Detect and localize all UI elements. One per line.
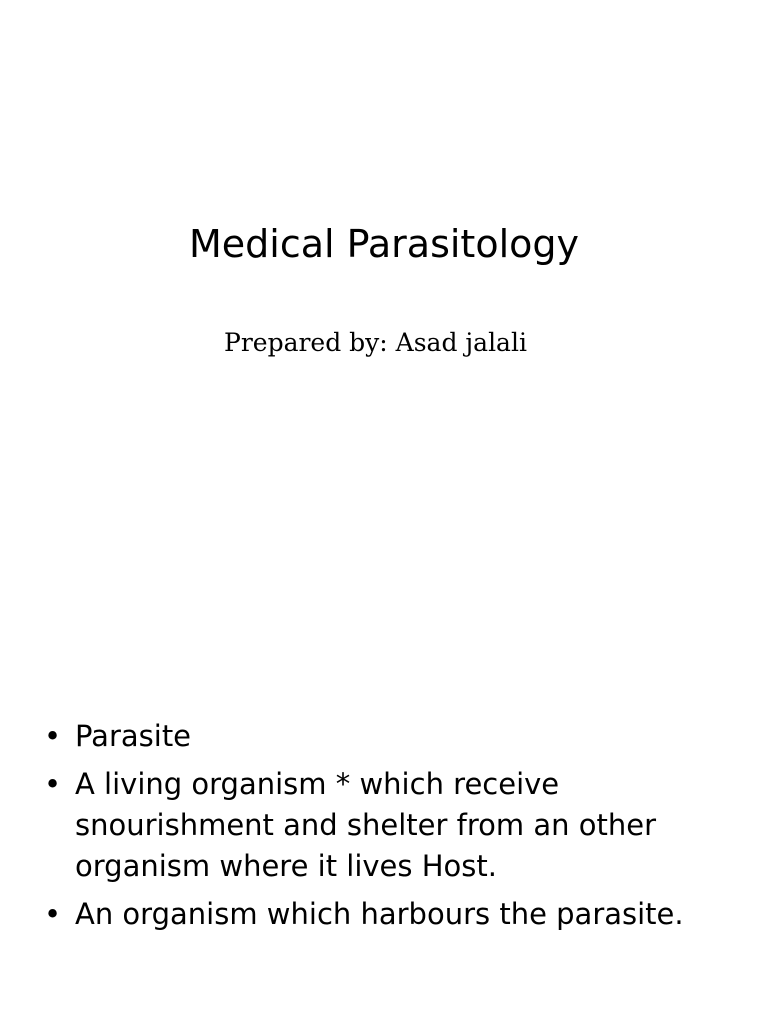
bullet-text: A living organism * which receive snourishment and shelter from an other organism where it lives Host. — [75, 767, 656, 883]
list-item — [44, 716, 744, 757]
bullet-text: An organism which harbours the parasite. — [75, 897, 684, 931]
list-item — [44, 894, 744, 935]
bullet-icon: • — [44, 719, 62, 753]
bullet-icon: • — [44, 897, 62, 931]
slide-title: Medical Parasitology — [189, 222, 579, 266]
bullet-icon: • — [44, 767, 62, 801]
list-item — [44, 764, 744, 887]
slide-subtitle: Prepared by: Asad jalali — [224, 328, 527, 357]
bullet-text: Parasite — [75, 719, 192, 753]
bullet-list — [44, 716, 744, 942]
